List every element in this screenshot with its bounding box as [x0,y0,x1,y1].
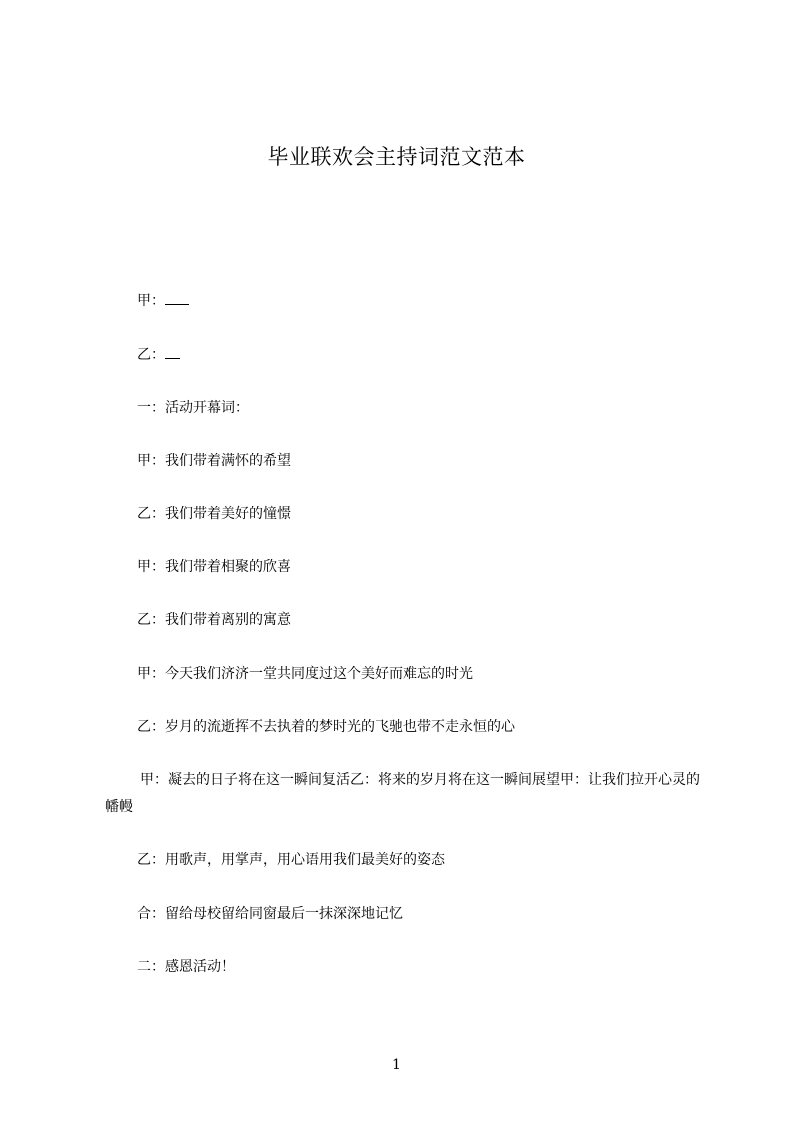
dialogue-line: 乙：我们带着美好的憧憬 [137,506,291,522]
dialogue-line: 甲：今天我们济济一堂共同度过这个美好而难忘的时光 [137,666,473,682]
blank-field [165,345,180,359]
dialogue-line: 乙：我们带着离别的寓意 [137,612,291,628]
dialogue-line: 甲：我们带着相聚的欣喜 [137,559,291,575]
dialogue-paragraph: 甲：凝去的日子将在这一瞬间复活乙：将来的岁月将在这一瞬间展望甲：让我们拉开心灵的幡幔 [105,772,700,815]
dialogue-line: 乙：用歌声，用掌声，用心语用我们最美好的姿态 [137,852,445,868]
page-number: 1 [392,1057,401,1073]
blank-field [165,291,189,305]
section-heading-thanks: 二：感恩活动！ [137,959,235,975]
line-jia-blank [137,291,189,311]
page-title: 毕业联欢会主持词范文范本 [267,145,526,169]
section-heading-opening: 一：活动开幕词： [137,400,249,416]
speaker-label: 甲： [137,293,165,309]
dialogue-line: 甲：我们带着满怀的希望 [137,453,291,469]
dialogue-line: 合：留给母校留给同窗最后一抹深深地记忆 [137,906,403,922]
line-yi-blank [137,345,180,365]
speaker-label: 乙： [137,347,165,363]
dialogue-line: 乙：岁月的流逝挥不去执着的梦时光的飞驰也带不走永恒的心 [137,719,515,735]
